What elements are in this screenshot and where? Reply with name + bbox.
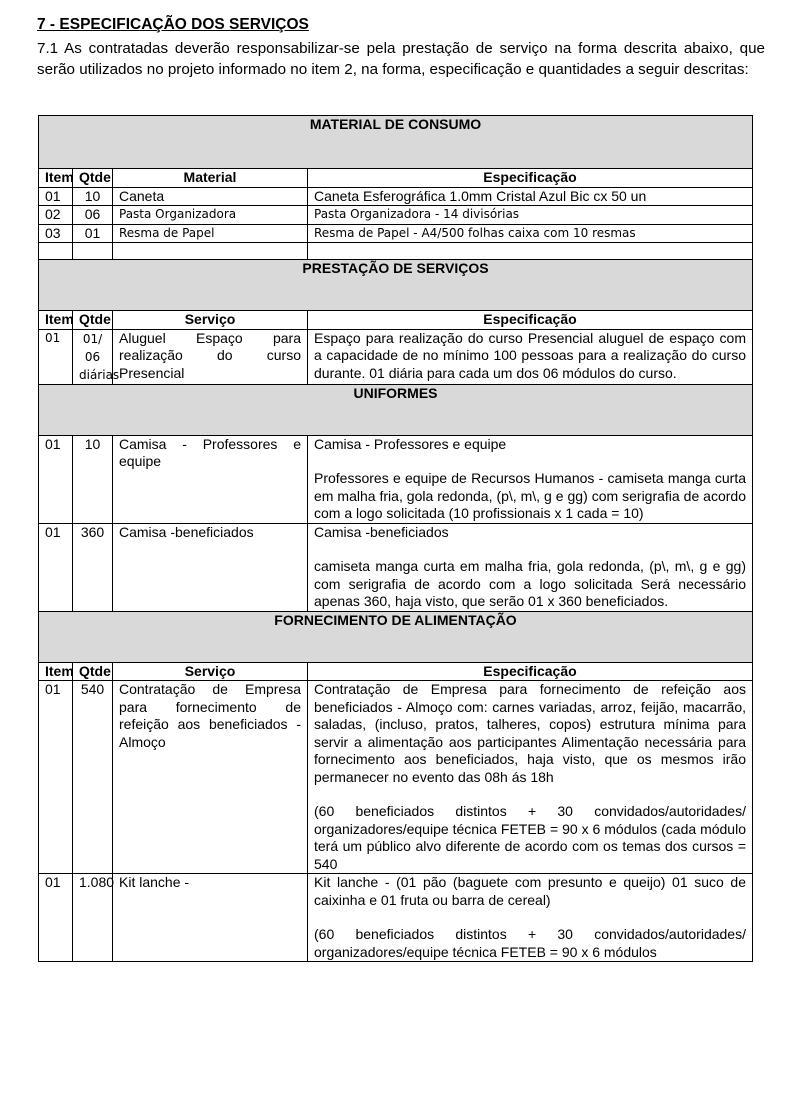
table-row <box>39 681 753 874</box>
table-row <box>39 187 753 206</box>
spec-paragraph: Kit lanche - (01 pão (baguete com presunto e queijo) 01 suco de caixinha e 01 fruta ou barra de cereal) <box>314 874 746 908</box>
cell-especificacao <box>308 874 753 962</box>
cell-item: 03 <box>39 224 73 243</box>
cell-servico: Camisa -beneficiados <box>113 523 308 611</box>
cell-servico: Kit lanche - <box>113 874 308 962</box>
section-row-uniformes <box>39 384 753 435</box>
cell-item: 01 <box>39 329 73 384</box>
cell-material: Resma de Papel <box>113 224 308 243</box>
table-row <box>39 329 753 384</box>
table-row <box>39 206 753 225</box>
spec-paragraph: (60 beneficiados distintos + 30 convidados/autoridades/ organizadores/equipe técnica FETEB = 90 x 6 módulos (cada módulo terá um público alvo diferente de acordo com os temas dos cursos = 540 <box>314 803 746 872</box>
cell-qtde: 10 <box>73 187 113 206</box>
table-row <box>39 435 753 523</box>
cell-material: Pasta Organizadora <box>113 206 308 225</box>
section-title: UNIFORMES <box>39 384 753 435</box>
col-header-material: Material <box>113 169 308 188</box>
cell-especificacao: Resma de Papel - A4/500 folhas caixa com 10 resmas <box>308 224 753 243</box>
cell-item: 01 <box>39 523 73 611</box>
col-header-qtde: Qtde <box>73 169 113 188</box>
cell-qtde: 360 <box>73 523 113 611</box>
col-header-servico: Serviço <box>113 662 308 681</box>
cell-item: 01 <box>39 187 73 206</box>
cell-servico: Camisa - Professores e equipe <box>113 435 308 523</box>
cell-qtde: 06 <box>73 206 113 225</box>
table-row <box>39 224 753 243</box>
header-row <box>39 169 753 188</box>
section-row-material <box>39 116 753 169</box>
table-row <box>39 523 753 611</box>
specification-table <box>38 115 753 962</box>
cell-qtde: 540 <box>73 681 113 874</box>
cell-qtde: 10 <box>73 435 113 523</box>
cell-especificacao <box>308 523 753 611</box>
section-title: MATERIAL DE CONSUMO <box>39 116 753 169</box>
section-heading: 7 - ESPECIFICAÇÃO DOS SERVIÇOS <box>37 16 309 33</box>
cell-servico: Contratação de Empresa para fornecimento de refeição aos beneficiados - Almoço <box>113 681 308 874</box>
cell-especificacao <box>308 681 753 874</box>
spec-title: Camisa -beneficiados <box>314 523 449 540</box>
section-row-alimentacao <box>39 611 753 662</box>
section-row-servicos <box>39 260 753 311</box>
cell-material: Caneta <box>113 187 308 206</box>
cell-servico: Aluguel Espaço para realização do curso Presencial <box>113 329 308 384</box>
col-header-especificacao: Especificação <box>308 311 753 330</box>
col-header-qtde: Qtde <box>73 662 113 681</box>
spec-title: Camisa - Professores e equipe <box>314 435 507 452</box>
spec-paragraph: (60 beneficiados distintos + 30 convidados/autoridades/ organizadores/equipe técnica FETEB = 90 x 6 módulos <box>314 926 746 960</box>
col-header-item: Item <box>39 311 73 330</box>
col-header-item: Item <box>39 662 73 681</box>
cell-especificacao: Pasta Organizadora - 14 divisórias <box>308 206 753 225</box>
cell-item: 02 <box>39 206 73 225</box>
spec-body: Professores e equipe de Recursos Humanos - camiseta manga curta em malha fria, gola redonda, (p\, m\, g e gg) com serigrafia de acordo com a logo solicitada (10 profissionais x 1 cada = 10) <box>314 470 746 521</box>
header-row <box>39 311 753 330</box>
section-title: FORNECIMENTO DE ALIMENTAÇÃO <box>39 611 753 662</box>
cell-especificacao: Espaço para realização do curso Presencial aluguel de espaço com a capacidade de no mínimo 100 pessoas para a realização do curso durante. 01 diária para cada um dos 06 módulos do curso. <box>308 329 753 384</box>
section-title: PRESTAÇÃO DE SERVIÇOS <box>39 260 753 311</box>
col-header-qtde: Qtde <box>73 311 113 330</box>
cell-item: 01 <box>39 435 73 523</box>
col-header-especificacao: Especificação <box>308 662 753 681</box>
cell-especificacao <box>308 435 753 523</box>
cell-especificacao: Caneta Esferográfica 1.0mm Cristal Azul Bic cx 50 un <box>308 187 753 206</box>
col-header-especificacao: Especificação <box>308 169 753 188</box>
table-row <box>39 874 753 962</box>
cell-qtde: 01/ 06 diárias <box>73 329 113 384</box>
cell-item: 01 <box>39 681 73 874</box>
col-header-item: Item <box>39 169 73 188</box>
col-header-servico: Serviço <box>113 311 308 330</box>
spec-body: camiseta manga curta em malha fria, gola redonda, (p\, m\, g e gg) com serigrafia de acordo com a logo solicitada Será necessário apenas 360, haja visto, que serão 01 x 360 beneficiados. <box>314 558 746 609</box>
spec-paragraph: Contratação de Empresa para fornecimento de refeição aos beneficiados - Almoço com: carnes variadas, arroz, feijão, macarrão, saladas, (incluso, pratos, talheres, copos) estrutura mínima para servir a alimentação aos participantes Alimentação necessária para fornecimento aos beneficiados, haja visto, que os mesmos irão permanecer no evento das 08h ás 18h <box>314 681 746 785</box>
intro-paragraph: 7.1 As contratadas deverão responsabilizar-se pela prestação de serviço na forma descrita abaixo, que serão utilizados no projeto informado no item 2, na forma, especificação e quantidades a seguir descritas: <box>37 40 765 78</box>
cell-qtde: 1.080 <box>73 874 113 962</box>
empty-row <box>39 243 753 260</box>
header-row <box>39 662 753 681</box>
cell-qtde: 01 <box>73 224 113 243</box>
cell-item: 01 <box>39 874 73 962</box>
